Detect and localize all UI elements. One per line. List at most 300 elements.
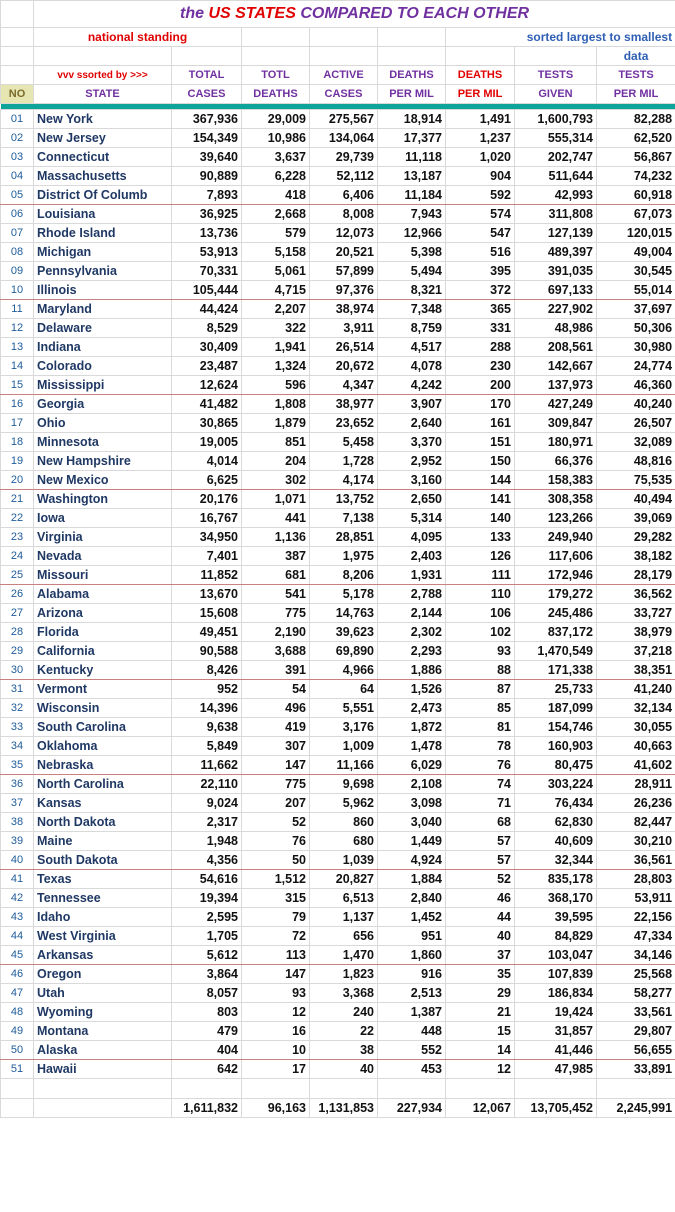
row-number: 13	[1, 338, 34, 357]
cell-value: 40,240	[597, 395, 675, 414]
table-row	[1, 509, 675, 528]
cell-value: 38,974	[310, 300, 378, 319]
cell-value: 76	[446, 756, 515, 775]
cell-value: 44,424	[172, 300, 242, 319]
cell-value: 1,879	[242, 414, 310, 433]
table-row	[1, 927, 675, 946]
row-number: 31	[1, 680, 34, 699]
page-title	[34, 1, 675, 28]
table-row	[1, 547, 675, 566]
totals-row	[1, 1099, 675, 1118]
state-name: Kentucky	[34, 661, 172, 680]
cell-value: 22,156	[597, 908, 675, 927]
national-standing-label: national standing	[34, 28, 242, 47]
cell-value: 84,829	[515, 927, 597, 946]
cell-value: 68	[446, 813, 515, 832]
cell-value: 574	[446, 205, 515, 224]
cell-value: 5,398	[378, 243, 446, 262]
cell-value: 489,397	[515, 243, 597, 262]
cell-value: 33,891	[597, 1060, 675, 1079]
cell-value: 2,640	[378, 414, 446, 433]
cell-value: 161	[446, 414, 515, 433]
cell-value: 74,232	[597, 167, 675, 186]
cell-value: 419	[242, 718, 310, 737]
table-row	[1, 262, 675, 281]
cell-value: 24,774	[597, 357, 675, 376]
cell-value: 202,747	[515, 148, 597, 167]
cell-value: 8,008	[310, 205, 378, 224]
cell-value: 4,715	[242, 281, 310, 300]
cell-value: 1,600,793	[515, 110, 597, 129]
cell-value: 30,865	[172, 414, 242, 433]
cell-value: 110	[446, 585, 515, 604]
cell-value: 303,224	[515, 775, 597, 794]
state-name: Arkansas	[34, 946, 172, 965]
table-row	[1, 699, 675, 718]
cell-value: 16	[242, 1022, 310, 1041]
cell-value: 154,746	[515, 718, 597, 737]
table-row	[1, 205, 675, 224]
cell-value: 20,176	[172, 490, 242, 509]
cell-value: 87	[446, 680, 515, 699]
cell-value: 7,138	[310, 509, 378, 528]
state-name: Utah	[34, 984, 172, 1003]
cell-value: 28,803	[597, 870, 675, 889]
cell-value: 8,426	[172, 661, 242, 680]
column-header-top: DEATHS	[378, 66, 446, 85]
cell-value: 30,980	[597, 338, 675, 357]
cell-value: 8,057	[172, 984, 242, 1003]
cell-value: 418	[242, 186, 310, 205]
cell-value: 35	[446, 965, 515, 984]
cell-value: 13,736	[172, 224, 242, 243]
cell-value: 3,040	[378, 813, 446, 832]
cell-value: 309,847	[515, 414, 597, 433]
row-number: 47	[1, 984, 34, 1003]
cell-value: 952	[172, 680, 242, 699]
state-name: Michigan	[34, 243, 172, 262]
table-row	[1, 908, 675, 927]
cell-value: 3,368	[310, 984, 378, 1003]
cell-value: 552	[378, 1041, 446, 1060]
cell-value: 2,302	[378, 623, 446, 642]
row-number: 39	[1, 832, 34, 851]
cell-value: 5,494	[378, 262, 446, 281]
table-row	[1, 357, 675, 376]
cell-value: 1,020	[446, 148, 515, 167]
cell-value: 1,705	[172, 927, 242, 946]
cell-value: 2,840	[378, 889, 446, 908]
cell-value: 11,852	[172, 566, 242, 585]
cell-value: 3,688	[242, 642, 310, 661]
table-row	[1, 604, 675, 623]
cell-value: 1,884	[378, 870, 446, 889]
cell-value: 28,179	[597, 566, 675, 585]
cell-value: 29,009	[242, 110, 310, 129]
cell-value: 31,857	[515, 1022, 597, 1041]
cell-value: 1,975	[310, 547, 378, 566]
cell-value: 23,487	[172, 357, 242, 376]
cell-value: 860	[310, 813, 378, 832]
cell-value: 4,078	[378, 357, 446, 376]
total-value: 13,705,452	[515, 1099, 597, 1118]
cell-value: 4,095	[378, 528, 446, 547]
cell-value: 14,763	[310, 604, 378, 623]
cell-value: 171,338	[515, 661, 597, 680]
cell-value: 25,733	[515, 680, 597, 699]
table-row	[1, 300, 675, 319]
cell-value: 5,551	[310, 699, 378, 718]
cell-value: 2,788	[378, 585, 446, 604]
cell-value: 951	[378, 927, 446, 946]
cell-value: 15,608	[172, 604, 242, 623]
row-number: 20	[1, 471, 34, 490]
cell-value: 322	[242, 319, 310, 338]
table-row	[1, 851, 675, 870]
cell-value: 230	[446, 357, 515, 376]
cell-value: 2,952	[378, 452, 446, 471]
state-name: Alaska	[34, 1041, 172, 1060]
cell-value: 511,644	[515, 167, 597, 186]
cell-value: 837,172	[515, 623, 597, 642]
cell-value: 592	[446, 186, 515, 205]
table-row	[1, 224, 675, 243]
cell-value: 37	[446, 946, 515, 965]
cell-value: 30,210	[597, 832, 675, 851]
cell-value: 1,324	[242, 357, 310, 376]
cell-value: 85	[446, 699, 515, 718]
cell-value: 80,475	[515, 756, 597, 775]
cell-value: 5,314	[378, 509, 446, 528]
table-row	[1, 566, 675, 585]
table-row	[1, 813, 675, 832]
cell-value: 64	[310, 680, 378, 699]
cell-value: 32,344	[515, 851, 597, 870]
cell-value: 56,867	[597, 148, 675, 167]
title-rest: COMPARED TO EACH OTHER	[300, 5, 530, 22]
cell-value: 30,055	[597, 718, 675, 737]
cell-value: 1,491	[446, 110, 515, 129]
cell-value: 1,137	[310, 908, 378, 927]
cell-value: 3,864	[172, 965, 242, 984]
sorted-by-label: vvv ssorted by >>>	[34, 66, 172, 85]
cell-value: 3,370	[378, 433, 446, 452]
row-number: 10	[1, 281, 34, 300]
state-name: Hawaii	[34, 1060, 172, 1079]
column-header-bottom: STATE	[34, 85, 172, 104]
cell-value: 26,514	[310, 338, 378, 357]
cell-value: 245,486	[515, 604, 597, 623]
state-name: Virginia	[34, 528, 172, 547]
table-row	[1, 718, 675, 737]
cell-value: 5,849	[172, 737, 242, 756]
cell-value: 21	[446, 1003, 515, 1022]
cell-value: 12,966	[378, 224, 446, 243]
cell-value: 97,376	[310, 281, 378, 300]
state-name: New Mexico	[34, 471, 172, 490]
row-number: 15	[1, 376, 34, 395]
cell-value: 40,663	[597, 737, 675, 756]
cell-value: 3,907	[378, 395, 446, 414]
cell-value: 67,073	[597, 205, 675, 224]
state-name: Iowa	[34, 509, 172, 528]
table-row	[1, 528, 675, 547]
cell-value: 12	[242, 1003, 310, 1022]
cell-value: 697,133	[515, 281, 597, 300]
cell-value: 1,039	[310, 851, 378, 870]
row-number: 28	[1, 623, 34, 642]
table-row	[1, 832, 675, 851]
cell-value: 204	[242, 452, 310, 471]
cell-value: 1,478	[378, 737, 446, 756]
column-header-top: DEATHS	[446, 66, 515, 85]
cell-value: 1,931	[378, 566, 446, 585]
row-number: 09	[1, 262, 34, 281]
cell-value: 14	[446, 1041, 515, 1060]
cell-value: 4,347	[310, 376, 378, 395]
cell-value: 75,535	[597, 471, 675, 490]
row-number: 23	[1, 528, 34, 547]
cell-value: 11,184	[378, 186, 446, 205]
table-row	[1, 148, 675, 167]
cell-value: 88	[446, 661, 515, 680]
table-row	[1, 243, 675, 262]
cell-value: 4,517	[378, 338, 446, 357]
table-row	[1, 1022, 675, 1041]
table-row	[1, 129, 675, 148]
cell-value: 20,672	[310, 357, 378, 376]
cell-value: 2,595	[172, 908, 242, 927]
row-number: 03	[1, 148, 34, 167]
cell-value: 57	[446, 832, 515, 851]
cell-value: 37,218	[597, 642, 675, 661]
state-name: Delaware	[34, 319, 172, 338]
cell-value: 656	[310, 927, 378, 946]
row-number: 04	[1, 167, 34, 186]
column-header-bottom: PER MIL	[597, 85, 675, 104]
cell-value: 10,986	[242, 129, 310, 148]
cell-value: 7,893	[172, 186, 242, 205]
cell-value: 39,595	[515, 908, 597, 927]
cell-value: 32,134	[597, 699, 675, 718]
column-header-top: TESTS	[597, 66, 675, 85]
cell-value: 904	[446, 167, 515, 186]
cell-value: 1,470,549	[515, 642, 597, 661]
cell-value: 26,507	[597, 414, 675, 433]
cell-value: 12,624	[172, 376, 242, 395]
cell-value: 39,640	[172, 148, 242, 167]
cell-value: 1,886	[378, 661, 446, 680]
column-header-bottom: CASES	[310, 85, 378, 104]
cell-value: 441	[242, 509, 310, 528]
cell-value: 19,394	[172, 889, 242, 908]
cell-value: 46	[446, 889, 515, 908]
cell-value: 10	[242, 1041, 310, 1060]
cell-value: 6,406	[310, 186, 378, 205]
cell-value: 13,670	[172, 585, 242, 604]
cell-value: 227,902	[515, 300, 597, 319]
row-number: 29	[1, 642, 34, 661]
cell-value: 11,166	[310, 756, 378, 775]
state-name: New Hampshire	[34, 452, 172, 471]
cell-value: 16,767	[172, 509, 242, 528]
table-row	[1, 680, 675, 699]
cell-value: 34,146	[597, 946, 675, 965]
row-number: 51	[1, 1060, 34, 1079]
cell-value: 33,561	[597, 1003, 675, 1022]
cell-value: 36,561	[597, 851, 675, 870]
cell-value: 126	[446, 547, 515, 566]
cell-value: 835,178	[515, 870, 597, 889]
state-name: Nebraska	[34, 756, 172, 775]
cell-value: 22	[310, 1022, 378, 1041]
cell-value: 2,473	[378, 699, 446, 718]
cell-value: 123,266	[515, 509, 597, 528]
cell-value: 150	[446, 452, 515, 471]
table-row	[1, 395, 675, 414]
state-name: Maine	[34, 832, 172, 851]
cell-value: 6,625	[172, 471, 242, 490]
cell-value: 5,158	[242, 243, 310, 262]
cell-value: 40	[446, 927, 515, 946]
cell-value: 5,061	[242, 262, 310, 281]
total-value: 2,245,991	[597, 1099, 675, 1118]
cell-value: 106	[446, 604, 515, 623]
state-name: Montana	[34, 1022, 172, 1041]
cell-value: 46,360	[597, 376, 675, 395]
row-number: 41	[1, 870, 34, 889]
table-row	[1, 623, 675, 642]
cell-value: 25,568	[597, 965, 675, 984]
total-value: 12,067	[446, 1099, 515, 1118]
state-name: Pennsylvania	[34, 262, 172, 281]
cell-value: 79	[242, 908, 310, 927]
cell-value: 72	[242, 927, 310, 946]
column-header-bottom: PER MIL	[378, 85, 446, 104]
row-number: 17	[1, 414, 34, 433]
state-name: Florida	[34, 623, 172, 642]
cell-value: 2,108	[378, 775, 446, 794]
column-header-top: TOTAL	[172, 66, 242, 85]
cell-value: 12,073	[310, 224, 378, 243]
state-name: Kansas	[34, 794, 172, 813]
cell-value: 38,351	[597, 661, 675, 680]
table-row	[1, 433, 675, 452]
table-row	[1, 661, 675, 680]
state-name: Massachusetts	[34, 167, 172, 186]
state-name: North Carolina	[34, 775, 172, 794]
cell-value: 71	[446, 794, 515, 813]
total-value: 227,934	[378, 1099, 446, 1118]
state-name: Nevada	[34, 547, 172, 566]
table-row	[1, 167, 675, 186]
total-value: 96,163	[242, 1099, 310, 1118]
cell-value: 70,331	[172, 262, 242, 281]
column-header-bottom: PER MIL	[446, 85, 515, 104]
column-header-bottom: NO	[1, 85, 34, 104]
row-number: 46	[1, 965, 34, 984]
cell-value: 18,914	[378, 110, 446, 129]
cell-value: 14,396	[172, 699, 242, 718]
cell-value: 40	[310, 1060, 378, 1079]
row-number: 05	[1, 186, 34, 205]
cell-value: 144	[446, 471, 515, 490]
cell-value: 186,834	[515, 984, 597, 1003]
cell-value: 9,698	[310, 775, 378, 794]
row-number: 14	[1, 357, 34, 376]
cell-value: 8,206	[310, 566, 378, 585]
cell-value: 42,993	[515, 186, 597, 205]
cell-value: 11,118	[378, 148, 446, 167]
total-value: 1,131,853	[310, 1099, 378, 1118]
cell-value: 55,014	[597, 281, 675, 300]
table-row	[1, 946, 675, 965]
state-name: West Virginia	[34, 927, 172, 946]
row-number: 36	[1, 775, 34, 794]
cell-value: 427,249	[515, 395, 597, 414]
table-row	[1, 110, 675, 129]
cell-value: 5,178	[310, 585, 378, 604]
cell-value: 5,612	[172, 946, 242, 965]
cell-value: 775	[242, 775, 310, 794]
cell-value: 44	[446, 908, 515, 927]
state-name: District Of Columb	[34, 186, 172, 205]
row-number: 33	[1, 718, 34, 737]
cell-value: 453	[378, 1060, 446, 1079]
cell-value: 54	[242, 680, 310, 699]
cell-value: 916	[378, 965, 446, 984]
table-row	[1, 414, 675, 433]
cell-value: 775	[242, 604, 310, 623]
cell-value: 1,823	[310, 965, 378, 984]
data-note: data	[597, 47, 675, 66]
cell-value: 53,913	[172, 243, 242, 262]
cell-value: 48,986	[515, 319, 597, 338]
row-number: 38	[1, 813, 34, 832]
state-name: California	[34, 642, 172, 661]
state-name: Missouri	[34, 566, 172, 585]
cell-value: 1,808	[242, 395, 310, 414]
cell-value: 5,962	[310, 794, 378, 813]
cell-value: 74	[446, 775, 515, 794]
row-number: 22	[1, 509, 34, 528]
cell-value: 249,940	[515, 528, 597, 547]
cell-value: 308,358	[515, 490, 597, 509]
sorted-note: sorted largest to smallest	[446, 28, 675, 47]
cell-value: 1,237	[446, 129, 515, 148]
cell-value: 50	[242, 851, 310, 870]
table-row	[1, 794, 675, 813]
cell-value: 28,911	[597, 775, 675, 794]
table-row	[1, 319, 675, 338]
total-value: 1,611,832	[172, 1099, 242, 1118]
row-number: 11	[1, 300, 34, 319]
cell-value: 4,966	[310, 661, 378, 680]
cell-value: 208,561	[515, 338, 597, 357]
table-row	[1, 186, 675, 205]
state-name: South Dakota	[34, 851, 172, 870]
cell-value: 1,512	[242, 870, 310, 889]
state-name: Wisconsin	[34, 699, 172, 718]
cell-value: 39,069	[597, 509, 675, 528]
cell-value: 38,977	[310, 395, 378, 414]
cell-value: 496	[242, 699, 310, 718]
row-number: 18	[1, 433, 34, 452]
cell-value: 37,697	[597, 300, 675, 319]
cell-value: 12	[446, 1060, 515, 1079]
cell-value: 1,071	[242, 490, 310, 509]
cell-value: 29,282	[597, 528, 675, 547]
